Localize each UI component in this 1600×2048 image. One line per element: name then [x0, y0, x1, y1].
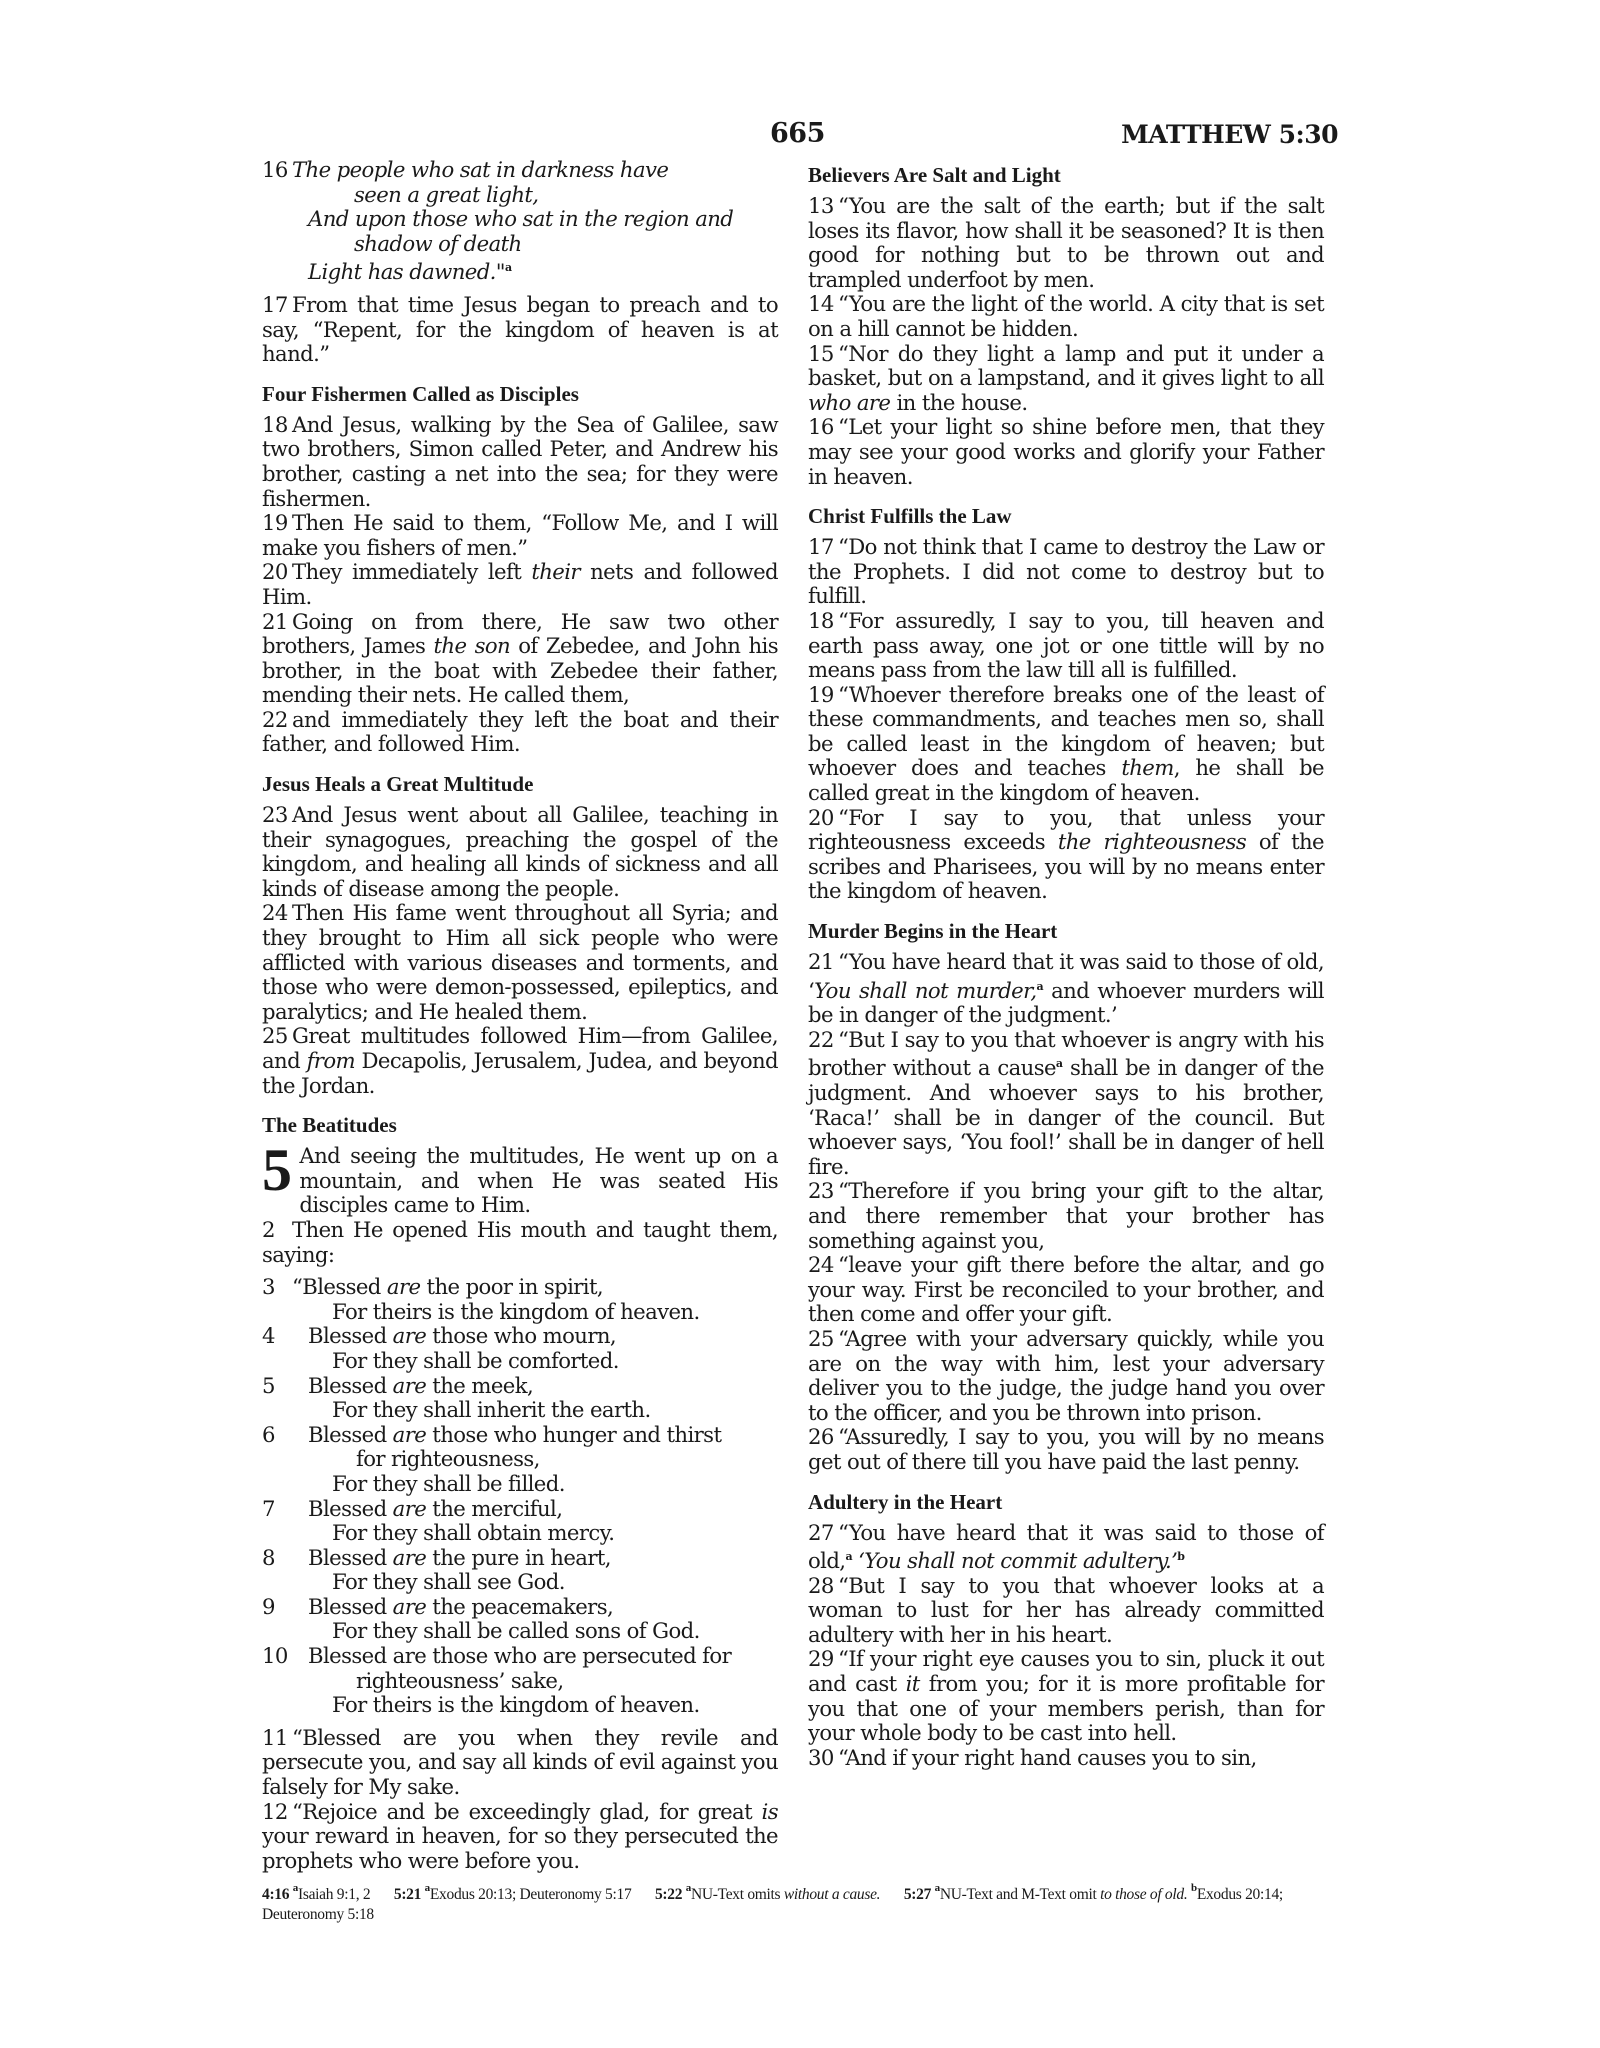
verse-number: 17 — [262, 291, 288, 317]
left-column — [262, 158, 778, 1873]
section-heading-murder: Murder Begins in the Heart — [808, 919, 1058, 944]
verse-5-21: 21 “You have heard that it was said to those of old, ‘You shall not murder,$^a$ and whoever murders will be in danger of the judgment.’ — [808, 949, 1324, 1028]
verse-4-20: 20 They immediately left their nets and followed Him. — [262, 559, 778, 609]
verse-5-25: 25 “Agree with your adversary quickly, while you are on the way with him, lest your adversary deliver you to the judge, the judge hand you over to the officer, and you be thrown into prison. — [808, 1325, 1324, 1425]
verse-5-15: 15 “Nor do they light a lamp and put it under a basket, but on a lampstand, and it gives light to all who are in the house. — [808, 340, 1324, 415]
verse-5-27: 27 “You have heard that it was said to those of old,$^a$ ‘You shall not commit adultery.’$^b$ — [808, 1519, 1324, 1574]
footnote-5-21: 5:21 $^a$Exodus 20:13; Deuteronomy 5:17 — [393, 1882, 632, 1903]
footnote-marker[interactable]: a — [504, 261, 512, 275]
verse-5-30: 30 “And if your right hand causes you to sin, — [808, 1744, 1257, 1770]
section-heading-salt-light: Believers Are Salt and Light — [808, 163, 1061, 187]
section-heading-fulfills-law: Christ Fulfills the Law — [808, 504, 1012, 529]
chapter-number: 5 — [262, 1137, 292, 1204]
verse-4-25: 25 Great multitudes followed Him—from Galilee, and from Decapolis, Jerusalem, Judea, and beyond the Jordan. — [262, 1023, 778, 1098]
verse-5-16: 16 “Let your light so shine before men, that they may see your good works and glorify your Father in heaven. — [808, 414, 1324, 489]
bible-page — [262, 118, 1340, 1923]
verse-5-11: 11 “Blessed are you when they revile and persecute you, and say all kinds of evil against you falsely for My sake. — [262, 1724, 778, 1800]
page-number: 665 — [770, 118, 825, 149]
verse-5-29: 29 “If your right eye causes you to sin, pluck it out and cast it from you; for it is more profitable for you that one of your members perish, than for your whole body to be cast into hell. — [808, 1646, 1324, 1746]
footnotes — [262, 1878, 1340, 1925]
section-heading-healing: Jesus Heals a Great Multitude — [262, 772, 534, 797]
footnote-marker[interactable]: a — [845, 1550, 852, 1564]
verse-5-22: 22 “But I say to you that whoever is angry with his brother without a cause$^a$ shall be in danger of the judgment. And whoever says to his brother, ‘Raca!’ shall be in danger of the council. But whoever says, ‘You fool!’ shall be in danger of hell fire. — [808, 1026, 1324, 1179]
verse-5-23: 23 “Therefore if you bring your gift to the altar, and there remember that your brother has something against you, — [808, 1178, 1324, 1253]
running-head — [262, 118, 1340, 152]
verse-5-26: 26 “Assuredly, I say to you, you will by no means get out of there till you have paid the last penny. — [808, 1424, 1324, 1474]
verse-5-28: 28 “But I say to you that whoever looks at a woman to lust for her has already committed adultery with her in his heart. — [808, 1572, 1324, 1647]
verse-4-18: 18 And Jesus, walking by the Sea of Galilee, saw two brothers, Simon called Peter, and Andrew his brother, casting a net into the sea; for they were fishermen. — [262, 411, 778, 511]
footnote-marker[interactable]: a — [1036, 979, 1043, 993]
verse-4-19: 19 Then He said to them, “Follow Me, and I will make you fishers of men.” — [262, 510, 778, 560]
footnote-4-16: 4:16 $^a$Isaiah 9:1, 2 — [262, 1882, 371, 1903]
section-heading-beatitudes: The Beatitudes — [262, 1113, 397, 1138]
verse-5-19: 19 “Whoever therefore breaks one of the least of these commandments, and teaches men so, shall be called least in the kingdom of heaven; but whoever does and teaches them, he shall be called great in the kingdom of heaven. — [808, 681, 1324, 806]
beatitude-9: 9 Blessed are the peacemakers, For they shall be called sons of God. — [262, 1593, 700, 1644]
section-heading-adultery: Adultery in the Heart — [808, 1489, 1003, 1514]
beatitude-6: 6 Blessed are those who hunger and thirst for righteousness, For they shall be filled. — [262, 1421, 722, 1496]
verse-4-16-poetry: 16 The people who sat in darkness have seen a great light, And upon those who sat in the region and shadow of death Light has dawned."$^a$ — [262, 157, 734, 285]
section-heading-fishermen: Four Fishermen Called as Disciples — [262, 381, 579, 406]
book-reference: MATTHEW 5:30 — [1121, 120, 1338, 149]
verse-5-14: 14 “You are the light of the world. A city that is set on a hill cannot be hidden. — [808, 291, 1324, 341]
verse-5-20: 20 “For I say to you, that unless your righteousness exceeds the righteousness of the scribes and Pharisees, you will by no means enter the kingdom of heaven. — [808, 804, 1324, 904]
verse-4-23: 23 And Jesus went about all Galilee, teaching in their synagogues, preaching the gospel of the kingdom, and healing all kinds of sickness and all kinds of disease among the people. — [262, 802, 778, 901]
verse-5-2: 2 Then He opened His mouth and taught them, saying: — [262, 1216, 778, 1267]
verse-number: 16 — [262, 157, 288, 182]
footnote-marker[interactable]: a — [1055, 1057, 1063, 1071]
footnote-5-27: 5:27 $^a$NU-Text and M-Text omit to those of old. $^b$Exodus 20:14; Deuteronomy 5:18 — [262, 1882, 1283, 1923]
verse-4-21: 21 Going on from there, He saw two other brothers, James the son of Zebedee, and John his brother, in the boat with Zebedee their father, mending their nets. He called them, — [262, 608, 778, 708]
verse-4-22: 22 and immediately they left the boat and their father, and followed Him. — [262, 706, 778, 757]
right-column — [808, 162, 1324, 1770]
beatitude-4: 4 Blessed are those who mourn, For they shall be comforted. — [262, 1323, 619, 1373]
verse-5-17: 17 “Do not think that I came to destroy the Law or the Prophets. I did not come to destroy but to fulfill. — [808, 534, 1324, 609]
beatitude-10: 10 Blessed are those who are persecuted for righteousness’ sake, For theirs is the kingdom of heaven. — [262, 1643, 732, 1718]
beatitude-5: 5 Blessed are the meek, For they shall inherit the earth. — [262, 1372, 651, 1423]
beatitude-8: 8 Blessed are the pure in heart, For they shall see God. — [262, 1544, 611, 1595]
verse-5-1: 5 And seeing the multitudes, He went up on a mountain, and when He was seated His disciples came to Him. — [262, 1137, 778, 1218]
verse-5-18: 18 “For assuredly, I say to you, till heaven and earth pass away, one jot or one tittle will by no means pass from the law till all is fulfilled. — [808, 607, 1324, 683]
beatitudes-list — [262, 1275, 778, 1718]
verse-5-24: 24 “leave your gift there before the altar, and go your way. First be reconciled to your brother, and then come and offer your gift. — [808, 1252, 1324, 1327]
beatitude-7: 7 Blessed are the merciful, For they shall obtain mercy. — [262, 1495, 615, 1546]
verse-5-13: 13 “You are the salt of the earth; but if the salt loses its flavor, how shall it be seasoned? It is then good for nothing but to be thrown out and trampled underfoot by men. — [808, 193, 1324, 292]
beatitude-3: 3 “Blessed are the poor in spirit, For theirs is the kingdom of heaven. — [262, 1274, 700, 1324]
footnote-5-22: 5:22 $^a$NU-Text omits without a cause. — [654, 1882, 881, 1903]
verse-4-24: 24 Then His fame went throughout all Syria; and they brought to Him all sick people who were afflicted with various diseases and torments, and those who were demon-possessed, epileptics, and paralytics; and He healed them. — [262, 900, 778, 1024]
footnote-marker[interactable]: b — [1177, 1550, 1185, 1564]
verse-4-17: 17 From that time Jesus began to preach and to say, “Repent, for the kingdom of heaven is at hand.” — [262, 291, 778, 367]
verse-5-12: 12 “Rejoice and be exceedingly glad, for great is your reward in heaven, for so they persecuted the prophets who were before you. — [262, 1798, 778, 1873]
